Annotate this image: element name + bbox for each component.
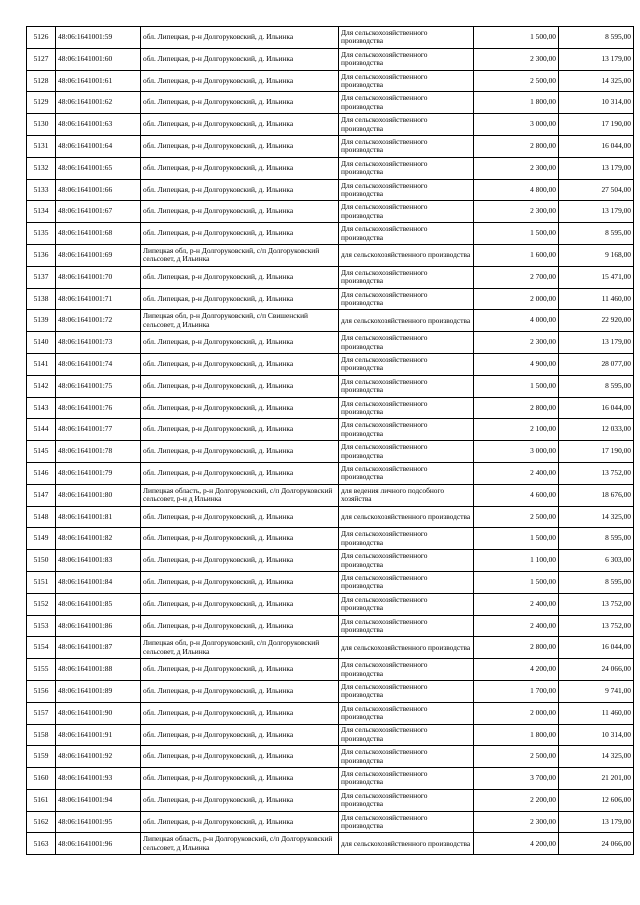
row-number: 5134 bbox=[27, 201, 56, 223]
cadastral-value: 14 325,00 bbox=[559, 506, 634, 528]
address: обл. Липецкая, р-н Долгоруковский, д. Ильинка bbox=[141, 811, 339, 833]
address: обл. Липецкая, р-н Долгоруковский, д. Ильинка bbox=[141, 659, 339, 681]
cadastral-number: 48:06:1641001:59 bbox=[56, 27, 141, 49]
address: обл. Липецкая, р-н Долгоруковский, д. Ильинка bbox=[141, 768, 339, 790]
land-use: Для сельскохозяйственного производства bbox=[339, 397, 474, 419]
area: 1 800,00 bbox=[474, 724, 559, 746]
row-number: 5137 bbox=[27, 266, 56, 288]
area: 4 900,00 bbox=[474, 353, 559, 375]
table-row bbox=[27, 70, 634, 92]
table-row bbox=[27, 92, 634, 114]
area: 1 500,00 bbox=[474, 528, 559, 550]
address: обл. Липецкая, р-н Долгоруковский, д. Ильинка bbox=[141, 789, 339, 811]
row-number: 5149 bbox=[27, 528, 56, 550]
row-number: 5131 bbox=[27, 135, 56, 157]
land-use: Для сельскохозяйственного производства bbox=[339, 92, 474, 114]
cadastral-number: 48:06:1641001:80 bbox=[56, 484, 141, 506]
row-number: 5126 bbox=[27, 27, 56, 49]
address: обл. Липецкая, р-н Долгоруковский, д. Ильинка bbox=[141, 266, 339, 288]
address: Липецкая область, р-н Долгоруковский, с/п Долгоруковский сельсовет, р-н д Ильинка bbox=[141, 484, 339, 506]
area: 2 100,00 bbox=[474, 419, 559, 441]
cadastral-value: 12 033,00 bbox=[559, 419, 634, 441]
table-row bbox=[27, 550, 634, 572]
table-row bbox=[27, 506, 634, 528]
cadastral-value: 21 201,00 bbox=[559, 768, 634, 790]
cadastral-value: 24 066,00 bbox=[559, 659, 634, 681]
cadastral-number: 48:06:1641001:84 bbox=[56, 571, 141, 593]
cadastral-number: 48:06:1641001:93 bbox=[56, 768, 141, 790]
land-use: Для сельскохозяйственного производства bbox=[339, 201, 474, 223]
cadastral-value: 16 044,00 bbox=[559, 135, 634, 157]
table-row bbox=[27, 724, 634, 746]
address: Липецкая обл, р-н Долгоруковский, с/п Долгоруковский сельсовет, д Ильинка bbox=[141, 244, 339, 266]
address: обл. Липецкая, р-н Долгоруковский, д. Ильинка bbox=[141, 571, 339, 593]
land-plots-table bbox=[26, 26, 634, 855]
cadastral-number: 48:06:1641001:95 bbox=[56, 811, 141, 833]
cadastral-value: 13 752,00 bbox=[559, 593, 634, 615]
cadastral-value: 24 066,00 bbox=[559, 833, 634, 855]
row-number: 5155 bbox=[27, 659, 56, 681]
row-number: 5156 bbox=[27, 680, 56, 702]
land-use: для сельскохозяйственного производства bbox=[339, 637, 474, 659]
cadastral-value: 17 190,00 bbox=[559, 441, 634, 463]
row-number: 5153 bbox=[27, 615, 56, 637]
address: обл. Липецкая, р-н Долгоруковский, д. Ильинка bbox=[141, 223, 339, 245]
row-number: 5138 bbox=[27, 288, 56, 310]
address: обл. Липецкая, р-н Долгоруковский, д. Ильинка bbox=[141, 528, 339, 550]
area: 4 000,00 bbox=[474, 310, 559, 332]
row-number: 5140 bbox=[27, 332, 56, 354]
table-row bbox=[27, 746, 634, 768]
land-use: Для сельскохозяйственного производства bbox=[339, 332, 474, 354]
row-number: 5141 bbox=[27, 353, 56, 375]
address: Липецкая область, р-н Долгоруковский, с/п Долгоруковский сельсовет, д Ильинка bbox=[141, 833, 339, 855]
land-use: Для сельскохозяйственного производства bbox=[339, 811, 474, 833]
row-number: 5157 bbox=[27, 702, 56, 724]
area: 4 200,00 bbox=[474, 833, 559, 855]
cadastral-number: 48:06:1641001:60 bbox=[56, 48, 141, 70]
table-row bbox=[27, 768, 634, 790]
cadastral-value: 8 595,00 bbox=[559, 528, 634, 550]
cadastral-number: 48:06:1641001:90 bbox=[56, 702, 141, 724]
address: обл. Липецкая, р-н Долгоруковский, д. Ильинка bbox=[141, 92, 339, 114]
table-row bbox=[27, 397, 634, 419]
land-use: Для сельскохозяйственного производства bbox=[339, 615, 474, 637]
area: 3 000,00 bbox=[474, 441, 559, 463]
row-number: 5162 bbox=[27, 811, 56, 833]
land-use: Для сельскохозяйственного производства bbox=[339, 680, 474, 702]
address: обл. Липецкая, р-н Долгоруковский, д. Ильинка bbox=[141, 419, 339, 441]
address: обл. Липецкая, р-н Долгоруковский, д. Ильинка bbox=[141, 724, 339, 746]
land-use: Для сельскохозяйственного производства bbox=[339, 353, 474, 375]
area: 2 000,00 bbox=[474, 702, 559, 724]
address: обл. Липецкая, р-н Долгоруковский, д. Ильинка bbox=[141, 375, 339, 397]
area: 1 500,00 bbox=[474, 223, 559, 245]
area: 2 300,00 bbox=[474, 48, 559, 70]
address: обл. Липецкая, р-н Долгоруковский, д. Ильинка bbox=[141, 157, 339, 179]
row-number: 5143 bbox=[27, 397, 56, 419]
cadastral-number: 48:06:1641001:65 bbox=[56, 157, 141, 179]
area: 2 800,00 bbox=[474, 397, 559, 419]
land-use: Для сельскохозяйственного производства bbox=[339, 550, 474, 572]
cadastral-number: 48:06:1641001:83 bbox=[56, 550, 141, 572]
cadastral-value: 17 190,00 bbox=[559, 114, 634, 136]
land-use: для сельскохозяйственного производства bbox=[339, 833, 474, 855]
cadastral-value: 16 044,00 bbox=[559, 637, 634, 659]
land-use: Для сельскохозяйственного производства bbox=[339, 135, 474, 157]
land-use: для ведения личного подсобного хозяйства bbox=[339, 484, 474, 506]
cadastral-value: 8 595,00 bbox=[559, 571, 634, 593]
land-use: Для сельскохозяйственного производства bbox=[339, 419, 474, 441]
area: 1 800,00 bbox=[474, 92, 559, 114]
table-row bbox=[27, 811, 634, 833]
address: Липецкая обл, р-н Долгоруковский, с/п Свишенский сельсовет, д Ильинка bbox=[141, 310, 339, 332]
area: 1 500,00 bbox=[474, 375, 559, 397]
area: 2 800,00 bbox=[474, 135, 559, 157]
area: 2 400,00 bbox=[474, 615, 559, 637]
table-row bbox=[27, 27, 634, 49]
cadastral-number: 48:06:1641001:91 bbox=[56, 724, 141, 746]
address: обл. Липецкая, р-н Долгоруковский, д. Ильинка bbox=[141, 332, 339, 354]
cadastral-value: 13 179,00 bbox=[559, 201, 634, 223]
address: обл. Липецкая, р-н Долгоруковский, д. Ильинка bbox=[141, 593, 339, 615]
cadastral-number: 48:06:1641001:89 bbox=[56, 680, 141, 702]
cadastral-value: 13 752,00 bbox=[559, 462, 634, 484]
area: 4 800,00 bbox=[474, 179, 559, 201]
area: 2 300,00 bbox=[474, 332, 559, 354]
table-row bbox=[27, 637, 634, 659]
area: 2 300,00 bbox=[474, 201, 559, 223]
row-number: 5136 bbox=[27, 244, 56, 266]
row-number: 5133 bbox=[27, 179, 56, 201]
table-row bbox=[27, 528, 634, 550]
table-row bbox=[27, 375, 634, 397]
table-row bbox=[27, 201, 634, 223]
table-row bbox=[27, 419, 634, 441]
cadastral-number: 48:06:1641001:69 bbox=[56, 244, 141, 266]
address: обл. Липецкая, р-н Долгоруковский, д. Ильинка bbox=[141, 70, 339, 92]
area: 1 600,00 bbox=[474, 244, 559, 266]
table-row bbox=[27, 680, 634, 702]
table-row bbox=[27, 244, 634, 266]
row-number: 5132 bbox=[27, 157, 56, 179]
land-use: Для сельскохозяйственного производства bbox=[339, 593, 474, 615]
land-use: Для сельскохозяйственного производства bbox=[339, 659, 474, 681]
address: обл. Липецкая, р-н Долгоруковский, д. Ильинка bbox=[141, 48, 339, 70]
cadastral-value: 6 303,00 bbox=[559, 550, 634, 572]
cadastral-number: 48:06:1641001:67 bbox=[56, 201, 141, 223]
table-row bbox=[27, 441, 634, 463]
area: 3 700,00 bbox=[474, 768, 559, 790]
cadastral-number: 48:06:1641001:70 bbox=[56, 266, 141, 288]
area: 2 400,00 bbox=[474, 593, 559, 615]
row-number: 5146 bbox=[27, 462, 56, 484]
land-use: для сельскохозяйственного производства bbox=[339, 506, 474, 528]
cadastral-value: 14 325,00 bbox=[559, 70, 634, 92]
area: 3 000,00 bbox=[474, 114, 559, 136]
cadastral-number: 48:06:1641001:88 bbox=[56, 659, 141, 681]
address: обл. Липецкая, р-н Долгоруковский, д. Ильинка bbox=[141, 288, 339, 310]
table-row bbox=[27, 179, 634, 201]
land-use: Для сельскохозяйственного производства bbox=[339, 266, 474, 288]
cadastral-value: 16 044,00 bbox=[559, 397, 634, 419]
address: обл. Липецкая, р-н Долгоруковский, д. Ильинка bbox=[141, 201, 339, 223]
cadastral-value: 11 460,00 bbox=[559, 702, 634, 724]
address: обл. Липецкая, р-н Долгоруковский, д. Ильинка bbox=[141, 615, 339, 637]
land-use: Для сельскохозяйственного производства bbox=[339, 27, 474, 49]
area: 1 500,00 bbox=[474, 571, 559, 593]
row-number: 5148 bbox=[27, 506, 56, 528]
table-row bbox=[27, 659, 634, 681]
table-row bbox=[27, 789, 634, 811]
area: 2 500,00 bbox=[474, 746, 559, 768]
cadastral-value: 27 504,00 bbox=[559, 179, 634, 201]
address: обл. Липецкая, р-н Долгоруковский, д. Ильинка bbox=[141, 746, 339, 768]
row-number: 5161 bbox=[27, 789, 56, 811]
cadastral-number: 48:06:1641001:66 bbox=[56, 179, 141, 201]
row-number: 5163 bbox=[27, 833, 56, 855]
table-row bbox=[27, 462, 634, 484]
row-number: 5159 bbox=[27, 746, 56, 768]
row-number: 5135 bbox=[27, 223, 56, 245]
row-number: 5158 bbox=[27, 724, 56, 746]
cadastral-value: 11 460,00 bbox=[559, 288, 634, 310]
land-use: Для сельскохозяйственного производства bbox=[339, 789, 474, 811]
cadastral-number: 48:06:1641001:64 bbox=[56, 135, 141, 157]
land-use: Для сельскохозяйственного производства bbox=[339, 441, 474, 463]
table-row bbox=[27, 48, 634, 70]
area: 4 600,00 bbox=[474, 484, 559, 506]
address: обл. Липецкая, р-н Долгоруковский, д. Ильинка bbox=[141, 462, 339, 484]
area: 2 700,00 bbox=[474, 266, 559, 288]
table-row bbox=[27, 332, 634, 354]
address: обл. Липецкая, р-н Долгоруковский, д. Ильинка bbox=[141, 397, 339, 419]
table-row bbox=[27, 157, 634, 179]
address: обл. Липецкая, р-н Долгоруковский, д. Ильинка bbox=[141, 702, 339, 724]
area: 2 000,00 bbox=[474, 288, 559, 310]
address: обл. Липецкая, р-н Долгоруковский, д. Ильинка bbox=[141, 441, 339, 463]
address: обл. Липецкая, р-н Долгоруковский, д. Ильинка bbox=[141, 27, 339, 49]
area: 2 300,00 bbox=[474, 157, 559, 179]
cadastral-value: 9 168,00 bbox=[559, 244, 634, 266]
land-use: Для сельскохозяйственного производства bbox=[339, 179, 474, 201]
table-row bbox=[27, 266, 634, 288]
area: 2 800,00 bbox=[474, 637, 559, 659]
land-use: Для сельскохозяйственного производства bbox=[339, 528, 474, 550]
row-number: 5145 bbox=[27, 441, 56, 463]
table-row bbox=[27, 833, 634, 855]
row-number: 5128 bbox=[27, 70, 56, 92]
cadastral-value: 8 595,00 bbox=[559, 223, 634, 245]
row-number: 5130 bbox=[27, 114, 56, 136]
cadastral-number: 48:06:1641001:74 bbox=[56, 353, 141, 375]
cadastral-number: 48:06:1641001:79 bbox=[56, 462, 141, 484]
table-body bbox=[27, 27, 634, 855]
land-use: Для сельскохозяйственного производства bbox=[339, 223, 474, 245]
table-row bbox=[27, 223, 634, 245]
cadastral-value: 8 595,00 bbox=[559, 375, 634, 397]
cadastral-value: 18 676,00 bbox=[559, 484, 634, 506]
table-row bbox=[27, 571, 634, 593]
area: 1 100,00 bbox=[474, 550, 559, 572]
area: 2 400,00 bbox=[474, 462, 559, 484]
table-row bbox=[27, 135, 634, 157]
area: 1 500,00 bbox=[474, 27, 559, 49]
cadastral-value: 13 752,00 bbox=[559, 615, 634, 637]
cadastral-value: 28 077,00 bbox=[559, 353, 634, 375]
cadastral-number: 48:06:1641001:62 bbox=[56, 92, 141, 114]
cadastral-value: 14 325,00 bbox=[559, 746, 634, 768]
address: обл. Липецкая, р-н Долгоруковский, д. Ильинка bbox=[141, 680, 339, 702]
area: 2 200,00 bbox=[474, 789, 559, 811]
cadastral-number: 48:06:1641001:75 bbox=[56, 375, 141, 397]
cadastral-number: 48:06:1641001:85 bbox=[56, 593, 141, 615]
address: обл. Липецкая, р-н Долгоруковский, д. Ильинка bbox=[141, 135, 339, 157]
cadastral-value: 15 471,00 bbox=[559, 266, 634, 288]
table-row bbox=[27, 484, 634, 506]
address: Липецкая обл, р-н Долгоруковский, с/п Долгоруковский сельсовет, д Ильинка bbox=[141, 637, 339, 659]
area: 2 500,00 bbox=[474, 506, 559, 528]
land-use: Для сельскохозяйственного производства bbox=[339, 375, 474, 397]
address: обл. Липецкая, р-н Долгоруковский, д. Ильинка bbox=[141, 550, 339, 572]
cadastral-number: 48:06:1641001:71 bbox=[56, 288, 141, 310]
cadastral-value: 22 920,00 bbox=[559, 310, 634, 332]
cadastral-number: 48:06:1641001:73 bbox=[56, 332, 141, 354]
row-number: 5151 bbox=[27, 571, 56, 593]
address: обл. Липецкая, р-н Долгоруковский, д. Ильинка bbox=[141, 353, 339, 375]
cadastral-number: 48:06:1641001:94 bbox=[56, 789, 141, 811]
cadastral-value: 13 179,00 bbox=[559, 332, 634, 354]
cadastral-number: 48:06:1641001:81 bbox=[56, 506, 141, 528]
land-use: Для сельскохозяйственного производства bbox=[339, 157, 474, 179]
land-use: Для сельскохозяйственного производства bbox=[339, 288, 474, 310]
cadastral-number: 48:06:1641001:63 bbox=[56, 114, 141, 136]
document-page bbox=[26, 26, 634, 855]
cadastral-value: 10 314,00 bbox=[559, 724, 634, 746]
row-number: 5139 bbox=[27, 310, 56, 332]
cadastral-value: 10 314,00 bbox=[559, 92, 634, 114]
land-use: Для сельскохозяйственного производства bbox=[339, 702, 474, 724]
cadastral-number: 48:06:1641001:61 bbox=[56, 70, 141, 92]
cadastral-number: 48:06:1641001:78 bbox=[56, 441, 141, 463]
cadastral-number: 48:06:1641001:92 bbox=[56, 746, 141, 768]
cadastral-number: 48:06:1641001:68 bbox=[56, 223, 141, 245]
area: 2 300,00 bbox=[474, 811, 559, 833]
row-number: 5152 bbox=[27, 593, 56, 615]
cadastral-number: 48:06:1641001:76 bbox=[56, 397, 141, 419]
row-number: 5142 bbox=[27, 375, 56, 397]
table-row bbox=[27, 310, 634, 332]
land-use: Для сельскохозяйственного производства bbox=[339, 768, 474, 790]
cadastral-value: 9 741,00 bbox=[559, 680, 634, 702]
cadastral-value: 13 179,00 bbox=[559, 157, 634, 179]
cadastral-number: 48:06:1641001:87 bbox=[56, 637, 141, 659]
cadastral-number: 48:06:1641001:82 bbox=[56, 528, 141, 550]
address: обл. Липецкая, р-н Долгоруковский, д. Ильинка bbox=[141, 114, 339, 136]
row-number: 5154 bbox=[27, 637, 56, 659]
cadastral-number: 48:06:1641001:77 bbox=[56, 419, 141, 441]
row-number: 5150 bbox=[27, 550, 56, 572]
row-number: 5147 bbox=[27, 484, 56, 506]
cadastral-value: 12 606,00 bbox=[559, 789, 634, 811]
row-number: 5127 bbox=[27, 48, 56, 70]
row-number: 5129 bbox=[27, 92, 56, 114]
cadastral-value: 8 595,00 bbox=[559, 27, 634, 49]
land-use: для сельскохозяйственного производства bbox=[339, 310, 474, 332]
cadastral-number: 48:06:1641001:96 bbox=[56, 833, 141, 855]
table-row bbox=[27, 702, 634, 724]
table-row bbox=[27, 615, 634, 637]
land-use: Для сельскохозяйственного производства bbox=[339, 746, 474, 768]
area: 2 500,00 bbox=[474, 70, 559, 92]
cadastral-number: 48:06:1641001:86 bbox=[56, 615, 141, 637]
table-row bbox=[27, 114, 634, 136]
land-use: Для сельскохозяйственного производства bbox=[339, 70, 474, 92]
address: обл. Липецкая, р-н Долгоруковский, д. Ильинка bbox=[141, 179, 339, 201]
row-number: 5144 bbox=[27, 419, 56, 441]
area: 4 200,00 bbox=[474, 659, 559, 681]
land-use: Для сельскохозяйственного производства bbox=[339, 48, 474, 70]
row-number: 5160 bbox=[27, 768, 56, 790]
table-row bbox=[27, 288, 634, 310]
land-use: Для сельскохозяйственного производства bbox=[339, 114, 474, 136]
address: обл. Липецкая, р-н Долгоруковский, д. Ильинка bbox=[141, 506, 339, 528]
cadastral-number: 48:06:1641001:72 bbox=[56, 310, 141, 332]
cadastral-value: 13 179,00 bbox=[559, 811, 634, 833]
land-use: Для сельскохозяйственного производства bbox=[339, 571, 474, 593]
cadastral-value: 13 179,00 bbox=[559, 48, 634, 70]
area: 1 700,00 bbox=[474, 680, 559, 702]
land-use: Для сельскохозяйственного производства bbox=[339, 462, 474, 484]
table-row bbox=[27, 593, 634, 615]
land-use: для сельскохозяйственного производства bbox=[339, 244, 474, 266]
land-use: Для сельскохозяйственного производства bbox=[339, 724, 474, 746]
table-row bbox=[27, 353, 634, 375]
